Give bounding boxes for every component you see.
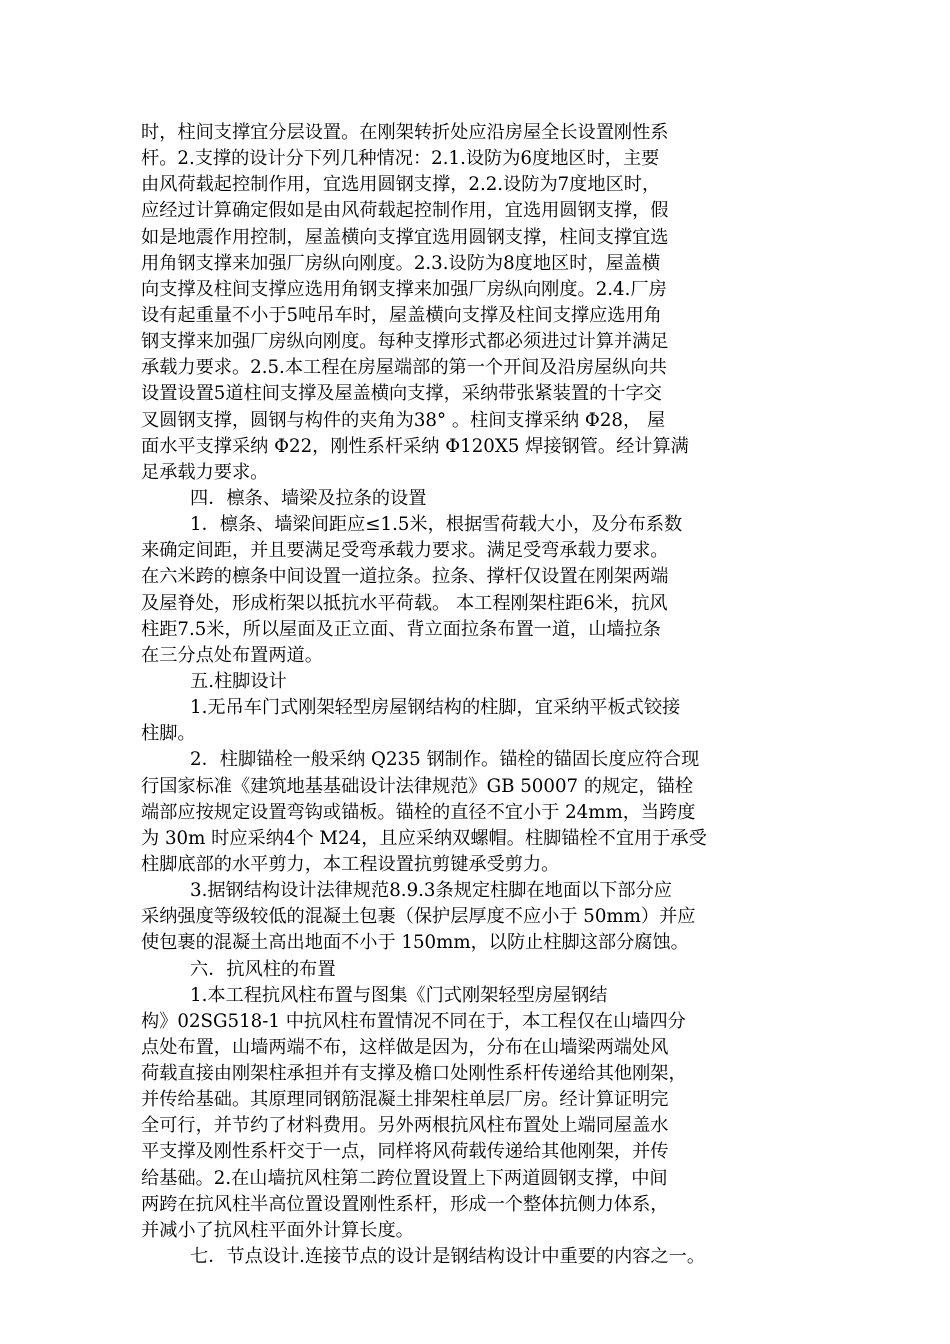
paragraph-line: 荷载直接由刚架柱承担并有支撑及檐口处刚性系杆传递给其他刚架，: [141, 1063, 687, 1085]
paragraph-line: 平支撑及刚性系杆交于一点，同样将风荷载传递给其他刚架，并传: [141, 1141, 669, 1163]
paragraph-line: 设置设置5道柱间支撑及屋盖横向支撑，采纳带张紧装置的十字交: [141, 383, 662, 405]
paragraph-line: 向支撑及柱间支撑应选用角钢支撑来加强厂房纵向刚度。2.4.厂房: [141, 278, 667, 300]
paragraph-line: 为 30m 时应采纳4个 M24，且应采纳双螺帽。柱脚锚栓不宜用于承受: [141, 827, 707, 849]
paragraph-line: 在六米跨的檩条中间设置一道拉条。拉条、撑杆仅设置在刚架两端: [141, 566, 669, 588]
paragraph-line: 足承载力要求。: [141, 461, 269, 483]
paragraph-line: 应经过计算确定假如是由风荷载起控制作用，宜选用圆钢支撑，假: [141, 200, 669, 222]
paragraph-line: 设有起重量不小于5吨吊车时，屋盖横向支撑及柱间支撑应选用角: [141, 304, 662, 326]
paragraph-line: 杆。2.支撑的设计分下列几种情况：2.1.设防为6度地区时，主要: [141, 148, 660, 170]
paragraph-line: 柱脚。: [141, 723, 196, 745]
section-heading: 五.柱脚设计: [190, 670, 287, 692]
paragraph-line: 1.无吊车门式刚架轻型房屋钢结构的柱脚，宜采纳平板式铰接: [190, 697, 681, 719]
paragraph-line: 端部应按规定设置弯钩或锚板。锚栓的直径不宜小于 24mm，当跨度: [141, 801, 696, 823]
paragraph-line: 并减小了抗风柱平面外计算长度。: [141, 1219, 414, 1241]
paragraph-line: 并传给基础。其原理同钢筋混凝土排架柱单层厂房。经计算证明完: [141, 1089, 669, 1111]
paragraph-line: 柱距7.5米，所以屋面及正立面、背立面拉条布置一道，山墙拉条: [141, 618, 661, 640]
paragraph-line: 构》02SG518-1 中抗风柱布置情况不同在于，本工程仅在山墙四分: [141, 1010, 686, 1032]
paragraph-line: 1.本工程抗风柱布置与图集《门式刚架轻型房屋钢结: [190, 984, 608, 1006]
paragraph-line: 来确定间距，并且要满足受弯承载力要求。满足受弯承载力要求。: [141, 540, 669, 562]
paragraph-line: 1．檩条、墙梁间距应≤1.5米，根据雪荷载大小，及分布系数: [190, 514, 683, 536]
paragraph-line: 钢支撑来加强厂房纵向刚度。每种支撑形式都必须进过计算并满足: [141, 331, 669, 353]
paragraph-line: 面水平支撑采纳 Φ22，刚性系杆采纳 Φ120X5 焊接钢管。经计算满: [141, 435, 689, 457]
paragraph-line: 点处布置，山墙两端不布，这样做是因为，分布在山墙梁两端处风: [141, 1036, 669, 1058]
paragraph-line: 承载力要求。2.5.本工程在房屋端部的第一个开间及沿房屋纵向共: [141, 357, 667, 379]
paragraph-line: 用角钢支撑来加强厂房纵向刚度。2.3.设防为8度地区时，屋盖横: [141, 252, 661, 274]
paragraph-line: 全可行，并节约了材料费用。另外两根抗风柱布置处上端同屋盖水: [141, 1115, 669, 1137]
paragraph-line: 3.据钢结构设计法律规范8.9.3条规定柱脚在地面以下部分应: [190, 880, 672, 902]
paragraph-line: 叉圆钢支撑，圆钢与构件的夹角为38° 。柱间支撑采纳 Φ28， 屋: [141, 409, 666, 431]
paragraph-line: 两跨在抗风柱半高位置设置刚性系杆，形成一个整体抗侧力体系，: [141, 1193, 669, 1215]
section-heading: 四．檩条、墙梁及拉条的设置: [190, 487, 427, 509]
paragraph-line: 采纳强度等级较低的混凝土包裹（保护层厚度不应小于 50mm）并应: [141, 906, 696, 928]
paragraph-line: 使包裹的混凝土高出地面不小于 150mm，以防止柱脚这部分腐蚀。: [141, 932, 689, 954]
paragraph-line: 柱脚底部的水平剪力，本工程设置抗剪键承受剪力。: [141, 853, 560, 875]
paragraph-line: 由风荷载起控制作用，宜选用圆钢支撑，2.2.设防为7度地区时，: [141, 174, 661, 196]
paragraph-line: 给基础。2.在山墙抗风柱第二跨位置设置上下两道圆钢支撑，中间: [141, 1167, 668, 1189]
paragraph-line: 时，柱间支撑宜分层设置。在刚架转折处应沿房屋全长设置刚性系: [141, 122, 669, 143]
paragraph-line: 2．柱脚锚栓一般采纳 Q235 钢制作。锚栓的锚固长度应符合现: [190, 749, 700, 771]
section-heading: 六．抗风柱的布置: [190, 958, 336, 980]
section-heading: 七．节点设计.连接节点的设计是钢结构设计中重要的内容之一。: [190, 1246, 706, 1268]
paragraph-line: 在三分点处布置两道。: [141, 644, 323, 666]
paragraph-line: 行国家标准《建筑地基基础设计法律规范》GB 50007 的规定，锚栓: [141, 775, 694, 797]
paragraph-line: 及屋脊处，形成桁架以抵抗水平荷载。 本工程刚架柱距6米，抗风: [141, 592, 668, 614]
paragraph-line: 如是地震作用控制，屋盖横向支撑宜选用圆钢支撑，柱间支撑宜选: [141, 226, 669, 248]
document-page: [141, 120, 821, 1270]
